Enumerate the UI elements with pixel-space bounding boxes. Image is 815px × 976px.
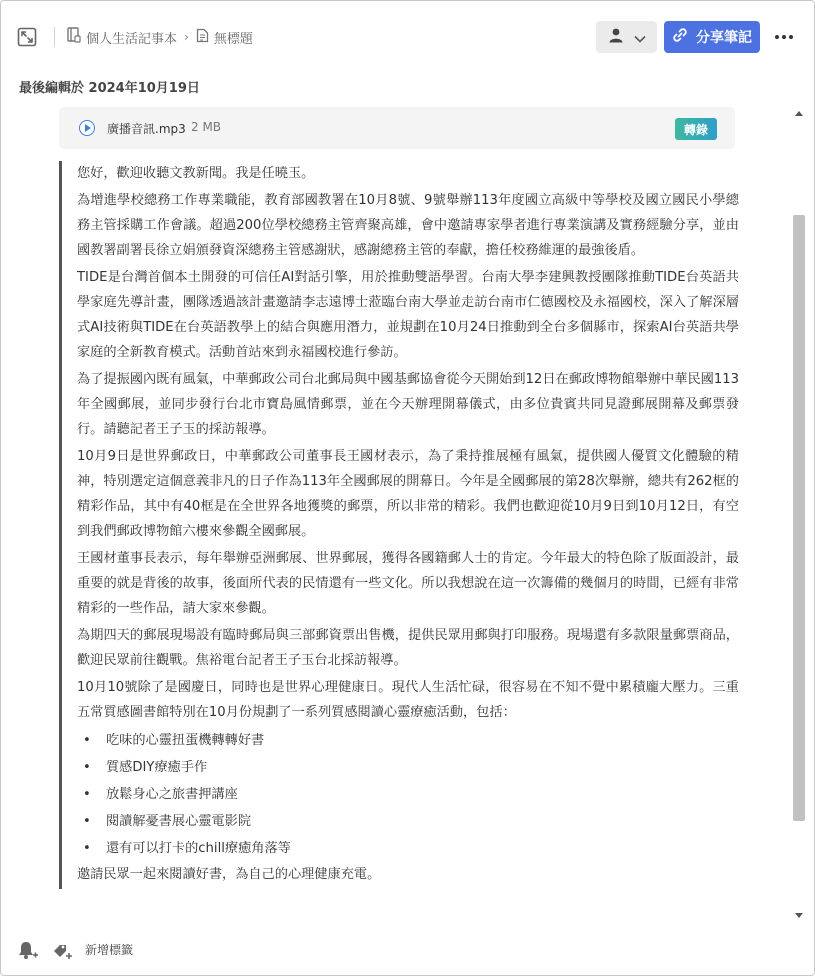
list-item: • 吃味的心靈扭蛋機轉轉好書 [77, 727, 739, 754]
note-header [1, 1, 814, 71]
paragraph: 10月9日是世界郵政日，中華郵政公司董事長王國材表示，為了秉持推展極有風氣，提供國人優質文化體驗的精神，特別選定這個意義非凡的日子作為113年全國郵展的開幕日。今年是全國郵展的第28次舉辦，總共有262框的精彩作品，其中有40框是在全世界各地獲獎的郵票，所以非常的精彩。我們也歡迎從10月9日到10月12日，有空到我們郵政博物館六樓來參觀全國郵展。 [77, 449, 739, 539]
scroll-down-arrow-icon[interactable] [795, 913, 803, 918]
paragraph: 為了提振國內既有風氣，中華郵政公司台北郵局與中國基郵協會從今天開始到12日在郵政博物館舉辦中華民國113年全國郵展，並同步發行台北市寶島風情郵票，並在今天辦理開幕儀式，由多位貴賓共同見證郵展開幕及郵票發行。請聽記者王子玉的採訪報導。 [77, 372, 739, 437]
expand-icon[interactable] [17, 27, 37, 47]
share-note-label: 分享筆記 [696, 30, 752, 46]
breadcrumb-note[interactable] [196, 28, 253, 47]
transcribe-button[interactable]: 轉錄 [675, 118, 717, 140]
note-footer [1, 929, 814, 975]
scrollbar-thumb[interactable] [793, 215, 805, 821]
breadcrumb [67, 27, 253, 47]
scroll-up-arrow-icon[interactable] [795, 111, 803, 116]
breadcrumb-notebook-label: 個人生活記事本 [86, 31, 178, 47]
list-item: • 閱讀解憂書展心靈電影院 [77, 808, 739, 835]
chevron-right-icon: › [184, 30, 189, 44]
paragraph: TIDE是台灣首個本土開發的可信任AI對話引擎，用於推動雙語學習。台南大學李建興教授團隊推動TIDE台英語共學家庭先導計畫，團隊透過該計畫邀請李志遠博士蒞臨台南大學並走訪台南市仁德國校及永福國校，深入了解深層式AI技術與TIDE在台英語教學上的結合與應用潛力，並規劃在10月24日推動到全台多個縣市，探索AI台英語共學家庭的全新教育模式。活動首站來到永福國校進行參訪。 [77, 270, 739, 360]
transcript-blockquote[interactable] [59, 161, 739, 889]
paragraph: 王國材董事長表示，每年舉辦亞洲郵展、世界郵展，獲得各國籍郵人士的肯定。今年最大的特色除了版面設計，最重要的就是背後的故事，後面所代表的民情還有一些文化。所以我想說在這一次籌備的幾個月的時間，已經有非常精彩的一些作品，請大家來參觀。 [77, 551, 739, 616]
user-menu-button[interactable] [596, 21, 657, 53]
add-tag-icon[interactable] [51, 939, 73, 961]
attachment-size: 2 MB [191, 120, 222, 134]
attachment-filename: 廣播音訊.mp3 [107, 122, 186, 136]
reminder-icon[interactable] [17, 939, 39, 961]
add-tag-label[interactable]: 新增標籤 [85, 943, 134, 957]
activity-list [77, 727, 739, 862]
audio-attachment[interactable] [59, 107, 735, 149]
paragraph: 為增進學校總務工作專業職能，教育部國教署在10月8號、9號舉辦113年度國立高級中等學校及國立國民小學總務主管採購工作會議。超過200位學校總務主管齊聚高雄，會中邀請專家學者進行專業演講及實務經驗分享，並由國教署副署長徐立娟頒發資深總務主管感謝狀，感謝總務主管的奉獻，擔任校務維運的最強後盾。 [77, 193, 739, 258]
link-icon [672, 27, 688, 47]
last-edited-date: 最後編輯於 2024年10月19日 [19, 81, 200, 96]
chevron-down-icon [634, 28, 646, 47]
breadcrumb-note-label: 無標題 [213, 31, 253, 47]
vertical-scrollbar[interactable] [792, 103, 806, 925]
notebook-icon [67, 27, 81, 47]
list-item: • 放鬆身心之旅書押講座 [77, 781, 739, 808]
breadcrumb-notebook[interactable] [67, 27, 177, 47]
share-note-button[interactable] [664, 21, 760, 53]
list-item: • 還有可以打卡的chill療癒角落等 [77, 835, 739, 862]
paragraph: 您好，歡迎收聽文教新聞。我是任曉玉。 [77, 166, 315, 181]
user-icon [608, 27, 624, 47]
note-body[interactable] [1, 101, 791, 927]
paragraph: 為期四天的郵展現場設有臨時郵局與三部郵資票出售機，提供民眾用郵與打印服務。現場還有多款限量郵票商品，歡迎民眾前往觀戰。焦裕電台記者王子玉台北採訪報導。 [77, 628, 739, 668]
header-divider [54, 27, 55, 47]
paragraph: 邀請民眾一起來閱讀好書，為自己的心理健康充電。 [77, 867, 381, 882]
list-item: • 質感DIY療癒手作 [77, 754, 739, 781]
play-icon[interactable] [79, 120, 95, 136]
document-icon [196, 28, 209, 47]
more-options-icon[interactable] [771, 27, 797, 47]
paragraph: 10月10號除了是國慶日，同時也是世界心理健康日。現代人生活忙碌，很容易在不知不覺中累積龐大壓力。三重五常質感圖書館特別在10月份規劃了一系列質感閱讀心靈療癒活動，包括： [77, 680, 739, 720]
